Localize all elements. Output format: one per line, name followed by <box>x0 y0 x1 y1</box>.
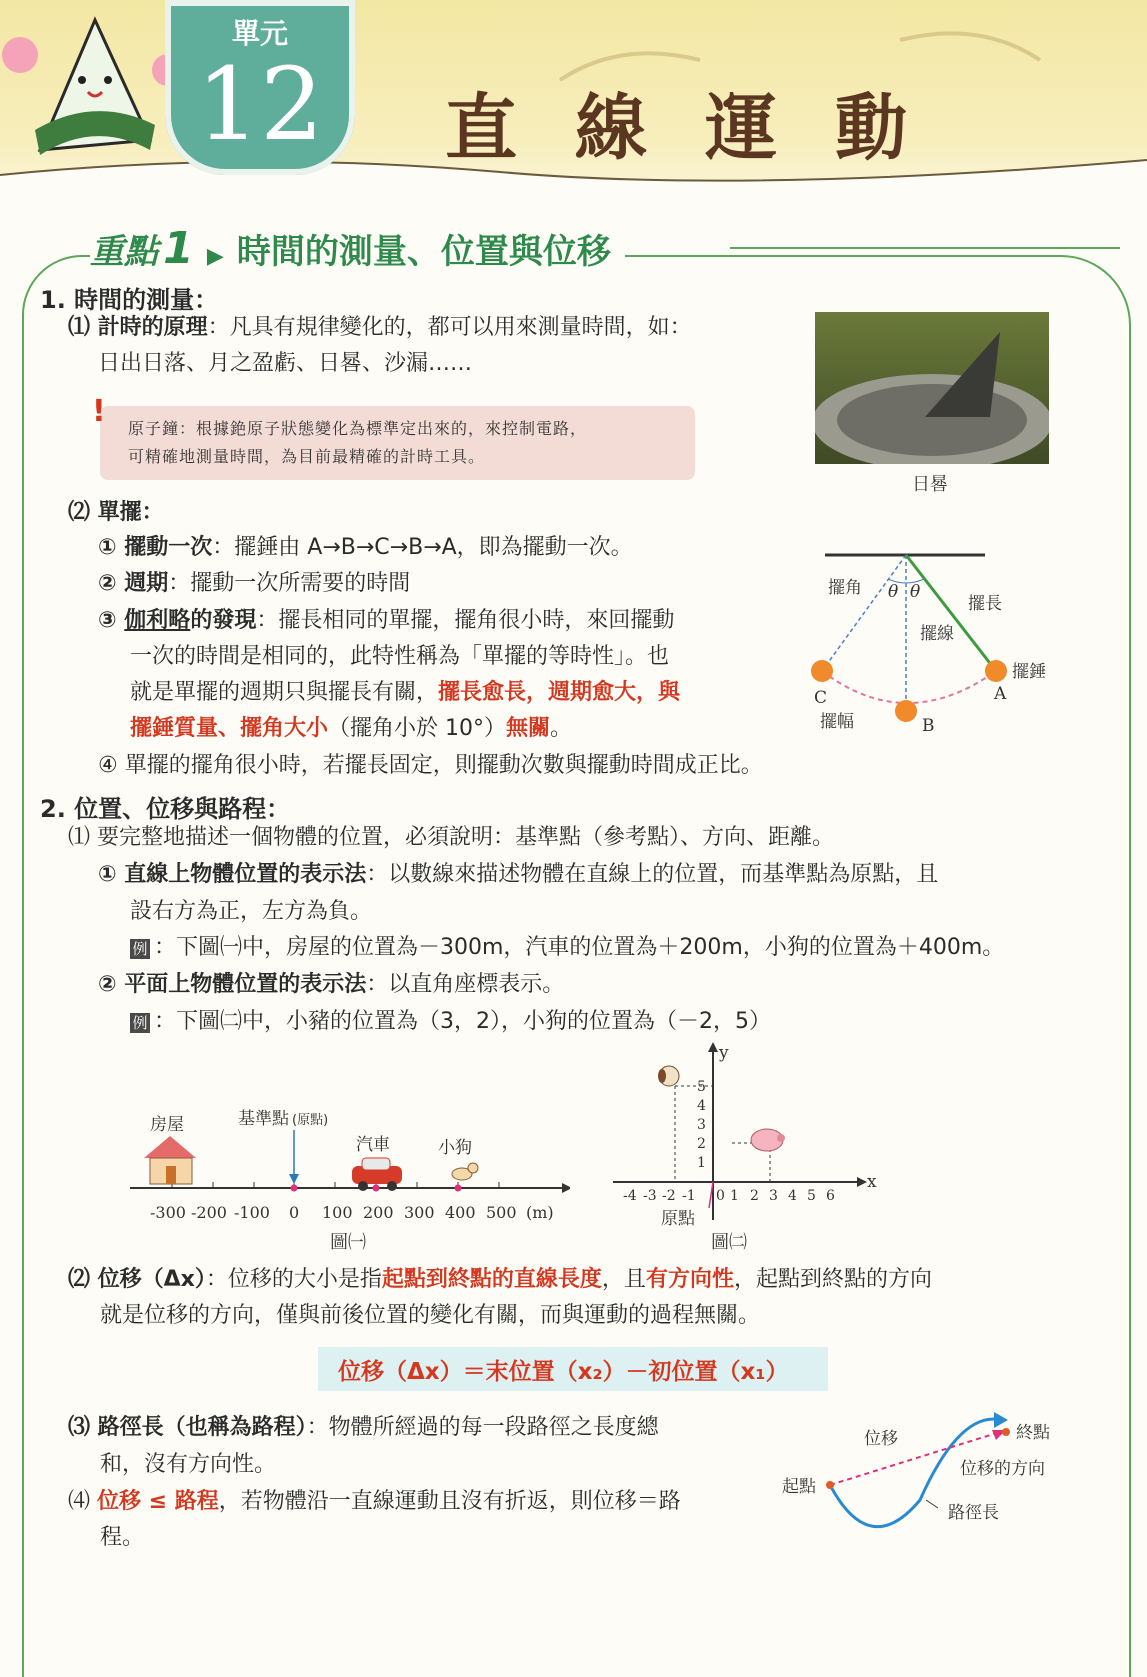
formula-box <box>318 1347 828 1391</box>
text: ：以數線來描述物體在直線上的位置，而基準點為原點，且 <box>366 862 939 887</box>
amplitude-label: 擺幅 <box>820 712 854 732</box>
para-timing-examples: 日出日落、月之盈虧、日晷、沙漏…… <box>98 351 473 376</box>
x-tick: 1 <box>730 1188 739 1204</box>
label: ② 平面上物體位置的表示法 <box>98 972 367 997</box>
heading-position: 2. 位置、位移與路程： <box>40 795 291 823</box>
theta-label: θ <box>888 582 899 602</box>
label: ② 週期 <box>98 571 169 596</box>
para-displacement <box>68 1262 932 1298</box>
x-tick: 4 <box>788 1188 797 1204</box>
x-tick: -2 <box>662 1188 676 1204</box>
pendulum-diagram <box>800 535 1060 745</box>
exclamation-icon: ! <box>92 394 106 429</box>
figure-coordinate-plane <box>605 1040 895 1260</box>
car-label: 汽車 <box>356 1135 390 1155</box>
pendulum-item-4: ④ 單擺的擺角很小時，若擺長固定，則擺動次數與擺動時間成正比。 <box>98 753 763 778</box>
para-timing-principle <box>68 310 692 346</box>
chapter-header <box>0 0 1147 200</box>
pendulum-string-label: 擺線 <box>920 624 954 644</box>
para-position-define: ⑴ 要完整地描述一個物體的位置，必須說明：基準點（參考點）、方向、距離。 <box>68 825 834 850</box>
x-tick: 3 <box>769 1188 778 1204</box>
house-label: 房屋 <box>150 1115 184 1135</box>
position-item-2 <box>98 967 564 1003</box>
label: ⑵ 位移（Δx） <box>68 1267 206 1292</box>
example-2 <box>130 1004 771 1040</box>
pendulum-item-3-line <box>130 675 680 711</box>
tick-label: 300 <box>404 1203 435 1222</box>
tick-label: 200 <box>363 1203 394 1222</box>
section-tag: 重點 <box>90 232 158 272</box>
highlight: 位移 ≤ 路程 <box>97 1489 219 1514</box>
position-item-1-line: 設右方為正，左方為負。 <box>130 899 373 924</box>
section-number: 1 <box>163 223 194 274</box>
label: 伽利略 <box>124 608 191 633</box>
tick-label: 100 <box>322 1203 353 1222</box>
text: ：以直角座標表示。 <box>366 972 565 997</box>
origin-sublabel: (原點) <box>292 1113 329 1128</box>
x-tick: -4 <box>623 1188 637 1204</box>
pig-icon <box>751 1129 785 1151</box>
y-tick: 5 <box>697 1079 706 1095</box>
x-axis-label: x <box>867 1172 877 1192</box>
origin-label: 原點 <box>661 1209 695 1229</box>
section-heading <box>90 223 625 274</box>
note-box <box>92 394 695 480</box>
tick-label: 400 <box>445 1203 476 1222</box>
para-comparison <box>68 1484 681 1520</box>
para-path-length-line: 和，沒有方向性。 <box>100 1452 277 1477</box>
chapter-title-char: 動 <box>835 86 908 170</box>
section-title: 時間的測量、位置與位移 <box>236 232 611 272</box>
label: ① 直線上物體位置的表示法 <box>98 862 367 887</box>
y-tick: 2 <box>697 1136 706 1152</box>
reference-label: 基準點 <box>238 1109 289 1129</box>
unit-badge <box>165 0 355 175</box>
sundial-photo <box>815 312 1049 464</box>
section-rule <box>730 247 1120 249</box>
pendulum-item-3 <box>98 603 674 639</box>
play-triangle-icon: ▶ <box>206 244 224 269</box>
tick-label: -100 <box>234 1203 270 1222</box>
text: ，且 <box>601 1267 646 1292</box>
path-displacement-diagram <box>780 1400 1070 1540</box>
start-label: 起點 <box>782 1477 816 1497</box>
x-tick: 0 <box>716 1188 725 1204</box>
theta-label: θ <box>910 582 921 602</box>
note-line: 原子鐘：根據銫原子狀態變化為標準定出來的，來控制電路， <box>128 419 588 438</box>
tick-label: -200 <box>191 1203 227 1222</box>
pendulum-item-1 <box>98 530 633 566</box>
text: ，起點到終點的方向 <box>733 1267 932 1292</box>
x-tick: 5 <box>807 1188 816 1204</box>
path-length-label: 路徑長 <box>948 1503 999 1523</box>
example-mark: 例 <box>130 1013 150 1033</box>
example-mark: 例 <box>130 939 150 959</box>
highlight: 無關 <box>506 716 551 741</box>
dog-icon <box>658 1066 679 1086</box>
heading-time: 1. 時間的測量： <box>40 286 219 314</box>
point-c-label: C <box>814 688 828 708</box>
pendulum-length-label: 擺長 <box>968 594 1002 614</box>
text: ：擺錘由 A→B→C→B→A，即為擺動一次。 <box>212 535 633 560</box>
point-b-label: B <box>922 716 935 736</box>
y-axis-label: y <box>719 1043 729 1063</box>
photo-caption: 日晷 <box>912 474 948 495</box>
para-displacement-line: 就是位移的方向，僅與前後位置的變化有關，而與運動的過程無關。 <box>100 1303 761 1328</box>
x-tick: 2 <box>750 1188 759 1204</box>
pendulum-item-3-line: 一次的時間是相同的，此特性稱為「單擺的等時性」。也 <box>130 644 670 669</box>
direction-label: 位移的方向 <box>960 1459 1045 1479</box>
text: ，若物體沿一直線運動且沒有折返，則位移＝路 <box>218 1489 681 1514</box>
y-tick: 1 <box>697 1155 706 1171</box>
unit-number: 12 <box>196 46 324 163</box>
text: 。 <box>550 716 573 741</box>
para-pendulum-label: ⑵ 單擺： <box>68 500 164 525</box>
unit-label: 單元 <box>231 17 288 50</box>
displacement-formula: 位移（Δx）＝末位置（x₂）－初位置（x₁） <box>338 1359 789 1385</box>
text: 就是單擺的週期只與擺長有關， <box>130 680 439 705</box>
chapter-title-char: 運 <box>705 86 778 170</box>
text: ：下圖㈠中，房屋的位置為－300m，汽車的位置為＋200m，小狗的位置為＋400m。 <box>154 935 1005 960</box>
dog-icon <box>452 1163 478 1180</box>
num: ③ <box>98 608 125 633</box>
pendulum-angle-label: 擺角 <box>828 578 862 598</box>
text: ：下圖㈡中，小豬的位置為（3，2），小狗的位置為（－2，5） <box>154 1009 771 1034</box>
displacement-label: 位移 <box>864 1429 898 1449</box>
chapter-title-char: 直 <box>445 86 518 170</box>
figure-number-line <box>130 1100 570 1260</box>
highlight: 擺錘質量、擺角大小 <box>130 716 329 741</box>
y-tick: 3 <box>697 1117 706 1133</box>
num: ⑷ <box>68 1489 97 1514</box>
highlight: 擺長愈長，週期愈大，與 <box>438 680 681 705</box>
end-label: 終點 <box>1016 1423 1050 1443</box>
para-comparison-line: 程。 <box>100 1525 145 1550</box>
label: 的發現 <box>190 608 257 633</box>
note-line: 可精確地測量時間，為目前最精確的計時工具。 <box>128 447 486 466</box>
dog-label: 小狗 <box>438 1138 472 1158</box>
text: ：物體所經過的每一段路徑之長度總 <box>306 1415 659 1440</box>
point-a-label: A <box>994 684 1007 704</box>
text: ：擺長相同的單擺，擺角很小時，來回擺動 <box>256 608 675 633</box>
text: （擺角小於 10°） <box>328 716 507 741</box>
tick-label: 0 <box>289 1203 300 1222</box>
x-tick: -3 <box>643 1188 657 1204</box>
pendulum-bob-label: 擺錘 <box>1012 662 1046 682</box>
unit-label: (m) <box>526 1203 554 1222</box>
tick-label: -300 <box>150 1203 186 1222</box>
para-path-length <box>68 1410 659 1446</box>
highlight: 起點到終點的直線長度 <box>381 1267 602 1292</box>
mascot-icon <box>2 20 184 155</box>
x-tick: 6 <box>826 1188 835 1204</box>
x-tick: -1 <box>682 1188 696 1204</box>
figure-caption: 圖㈡ <box>711 1232 747 1253</box>
label: ⑴ 計時的原理 <box>68 315 208 340</box>
example-1 <box>130 930 1004 966</box>
highlight: 有方向性 <box>645 1267 734 1292</box>
pendulum-item-2 <box>98 566 410 602</box>
chapter-title-char: 線 <box>575 86 648 170</box>
house-icon <box>144 1136 196 1184</box>
figure-caption: 圖㈠ <box>330 1232 366 1253</box>
text: ：擺動一次所需要的時間 <box>168 571 411 596</box>
tick-label: 500 <box>486 1203 517 1222</box>
label: ① 擺動一次 <box>98 535 213 560</box>
y-tick: 4 <box>697 1098 706 1114</box>
pendulum-item-3-line <box>130 711 572 747</box>
text: ：位移的大小是指 <box>205 1267 382 1292</box>
label: ⑶ 路徑長（也稱為路程） <box>68 1415 307 1440</box>
text: ：凡具有規律變化的，都可以用來測量時間，如： <box>207 315 692 340</box>
position-item-1 <box>98 857 938 893</box>
